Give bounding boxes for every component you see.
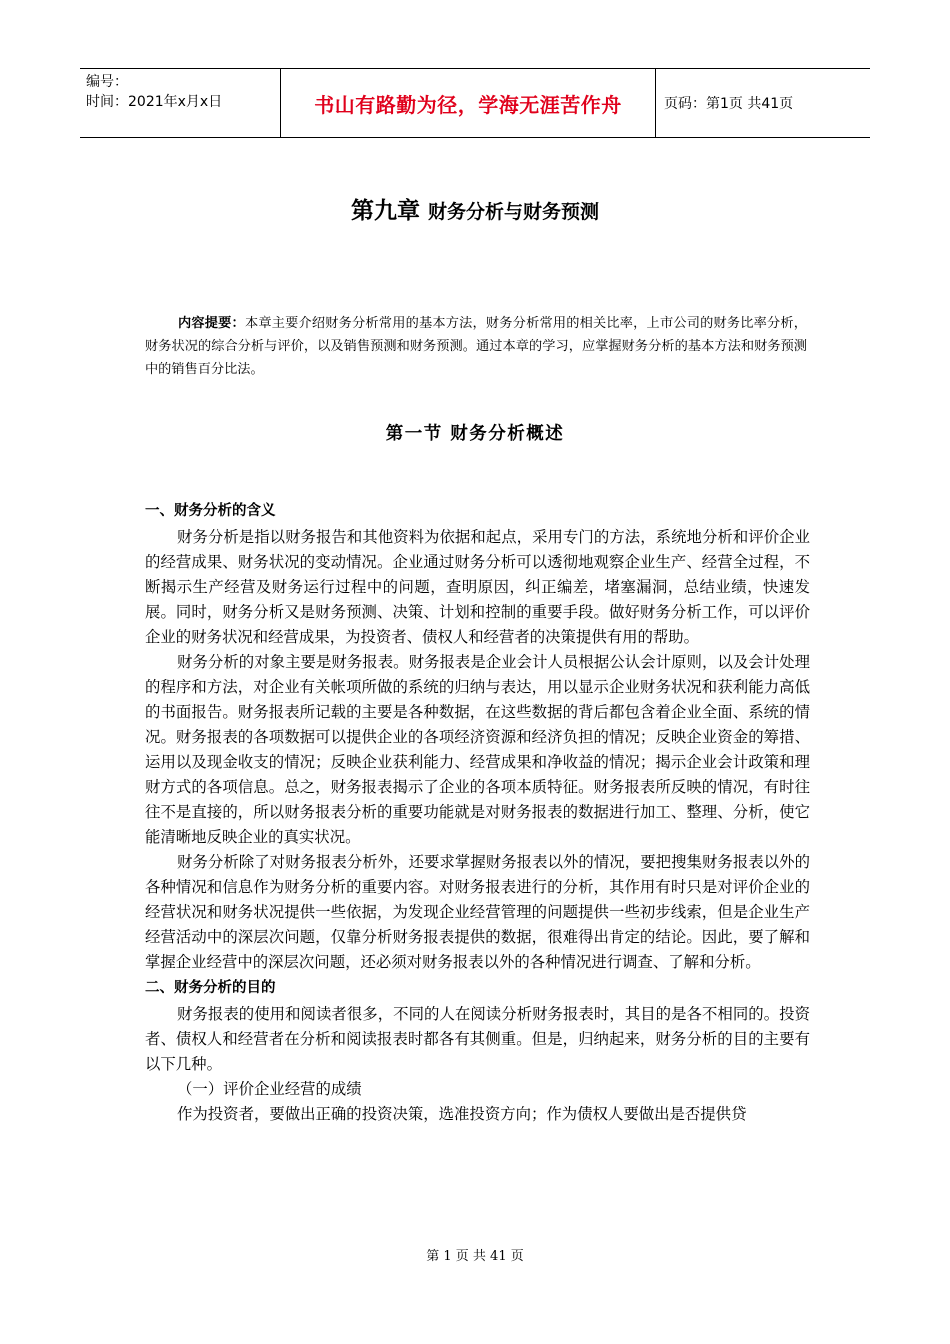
chapter-prefix: 第九章 (350, 198, 420, 224)
section-title: 第一节 财务分析概述 (385, 424, 565, 444)
header-motto: 书山有路勤为径，学海无涯苦作舟 (281, 69, 656, 137)
chapter-title (0, 192, 950, 225)
header-meta-cell (80, 69, 281, 137)
page-footer: 第 1 页 共 41 页 (426, 1249, 524, 1264)
paragraph: 财务分析是指以财务报告和其他资料为依据和起点，采用专门的方法，系统地分析和评价企业的经营成果、财务状况的变动情况。企业通过财务分析可以透彻地观察企业生产、经营全过程，不断揭示生产经营及财务运行过程中的问题，查明原因，纠正编差，堵塞漏洞，总结业绩，快速发展。同时，财务分析又是财务预测、决策、计划和控制的重要手段。做好财务分析工作，可以评价企业的财务状况和经营成果，为投资者、债权人和经营者的决策提供有用的帮助。 (145, 528, 810, 646)
document-number-label: 编号： (86, 74, 128, 90)
heading-purpose: 二、财务分析的目的 (145, 980, 276, 996)
summary-text: 本章主要介绍财务分析常用的基本方法，财务分析常用的相关比率，上市公司的财务比率分析，财务状况的综合分析与评价，以及销售预测和财务预测。通过本章的学习，应掌握财务分析的基本方法和财务预测中的销售百分比法。 (145, 316, 807, 377)
paragraph: 财务分析除了对财务报表分析外，还要求掌握财务报表以外的情况，要把搜集财务报表以外的各种情况和信息作为财务分析的重要内容。对财务报表进行的分析，其作用有时只是对评价企业的经营状况和财务状况提供一些依据，为发现企业经营管理的问题提供一些初步线索，但是企业生产经营活动中的深层次问题，仅靠分析财务报表提供的数据，很难得出肯定的结论。因此，要了解和掌握企业经营中的深层次问题，还必须对财务报表以外的各种情况进行调查、了解和分析。 (145, 853, 810, 971)
page-header (80, 68, 870, 138)
subheading: （一）评价企业经营的成绩 (177, 1080, 362, 1098)
header-page-label: 页码：第1页 共41页 (664, 96, 794, 112)
heading-meaning: 一、财务分析的含义 (145, 503, 276, 519)
chapter-title-text: 财务分析与财务预测 (428, 201, 600, 223)
paragraph: 作为投资者，要做出正确的投资决策，选准投资方向；作为债权人要做出是否提供贷 (177, 1105, 747, 1123)
paragraph: 财务报表的使用和阅读者很多，不同的人在阅读分析财务报表时，其目的是各不相同的。投资者、债权人和经营者在分析和阅读报表时都各有其侧重。但是，归纳起来，财务分析的目的主要有以下几种。 (145, 1005, 810, 1073)
paragraph: 财务分析的对象主要是财务报表。财务报表是企业会计人员根据公认会计原则，以及会计处理的程序和方法，对企业有关帐项所做的系统的归纳与表达，用以显示企业财务状况和获利能力高低的书面报告。财务报表所记载的主要是各种数据，在这些数据的背后都包含着企业全面、系统的情况。财务报表的各项数据可以提供企业的各项经济资源和经济负担的情况；反映企业资金的筹措、运用以及现金收支的情况；反映企业获利能力、经营成果和净收益的情况；揭示企业会计政策和理财方式的各项信息。总之，财务报表揭示了企业的各项本质特征。财务报表所反映的情况，有时往往不是直接的，所以财务报表分析的重要功能就是对财务报表的数据进行加工、整理、分析，使它能清晰地反映企业的真实状况。 (145, 653, 810, 846)
summary-label: 内容提要： (178, 316, 245, 331)
document-date-label: 时间：2021年x月x日 (86, 94, 223, 110)
content-summary (145, 312, 807, 381)
body-content (145, 498, 810, 1127)
